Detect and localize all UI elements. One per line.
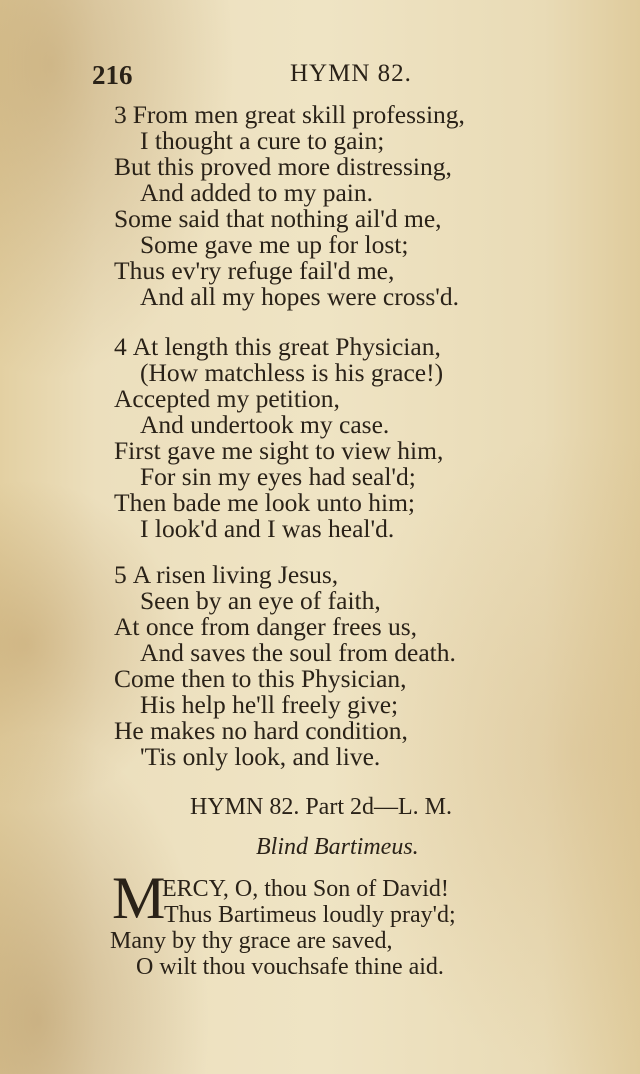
verse-line: Some said that nothing ail'd me, <box>114 204 442 233</box>
verse-line: His help he'll freely give; <box>140 690 399 719</box>
verse-line <box>114 562 338 588</box>
verse-line: Accepted my petition, <box>114 384 340 413</box>
verse-line: At once from danger frees us, <box>114 612 418 641</box>
verse-line: Seen by an eye of faith, <box>140 586 381 615</box>
verse-line: And all my hopes were cross'd. <box>140 282 460 311</box>
verse-line <box>114 334 441 360</box>
verse-line: And added to my pain. <box>140 178 373 207</box>
verse-line: (How matchless is his grace!) <box>140 358 444 387</box>
verse-line-text: From men great skill professing, <box>132 100 465 129</box>
first-line: ERCY, O, thou Son of David! <box>162 876 449 902</box>
verse-line: Many by thy grace are saved, <box>110 928 393 954</box>
verse-number: 3 <box>114 100 127 129</box>
verse-line: Thus ev'ry refuge fail'd me, <box>114 256 395 285</box>
verse-line-text: At length this great Physician, <box>132 332 441 361</box>
verse-number: 4 <box>114 332 127 361</box>
verse-line: He makes no hard condition, <box>114 716 408 745</box>
bleed-through-text <box>590 100 640 740</box>
verse-line-text: A risen living Jesus, <box>132 560 339 589</box>
verse-line: 'Tis only look, and live. <box>140 742 381 771</box>
verse-line: But this proved more distressing, <box>114 152 452 181</box>
verse-number: 5 <box>114 560 127 589</box>
verse-line: I look'd and I was heal'd. <box>140 514 395 543</box>
running-title: HYMN 82. <box>290 60 412 87</box>
verse-line: And saves the soul from death. <box>140 638 456 667</box>
drop-cap: M <box>112 865 166 931</box>
verse-line: Come then to this Physician, <box>114 664 407 693</box>
hymn-heading: HYMN 82. Part 2d—L. M. <box>190 794 452 820</box>
verse-line: Then bade me look unto him; <box>114 488 415 517</box>
verse-line: For sin my eyes had seal'd; <box>140 462 416 491</box>
verse-line: Some gave me up for lost; <box>140 230 409 259</box>
hymn-subtitle: Blind Bartimeus. <box>256 834 419 860</box>
page-number: 216 <box>92 60 133 90</box>
verse-line: And undertook my case. <box>140 410 390 439</box>
verse-line: O wilt thou vouchsafe thine aid. <box>136 954 444 980</box>
verse-line: I thought a cure to gain; <box>140 126 385 155</box>
verse-line: First gave me sight to view him, <box>114 436 444 465</box>
verse-line: Thus Bartimeus loudly pray'd; <box>164 902 456 928</box>
verse-line <box>114 102 465 128</box>
page-header <box>0 60 640 94</box>
